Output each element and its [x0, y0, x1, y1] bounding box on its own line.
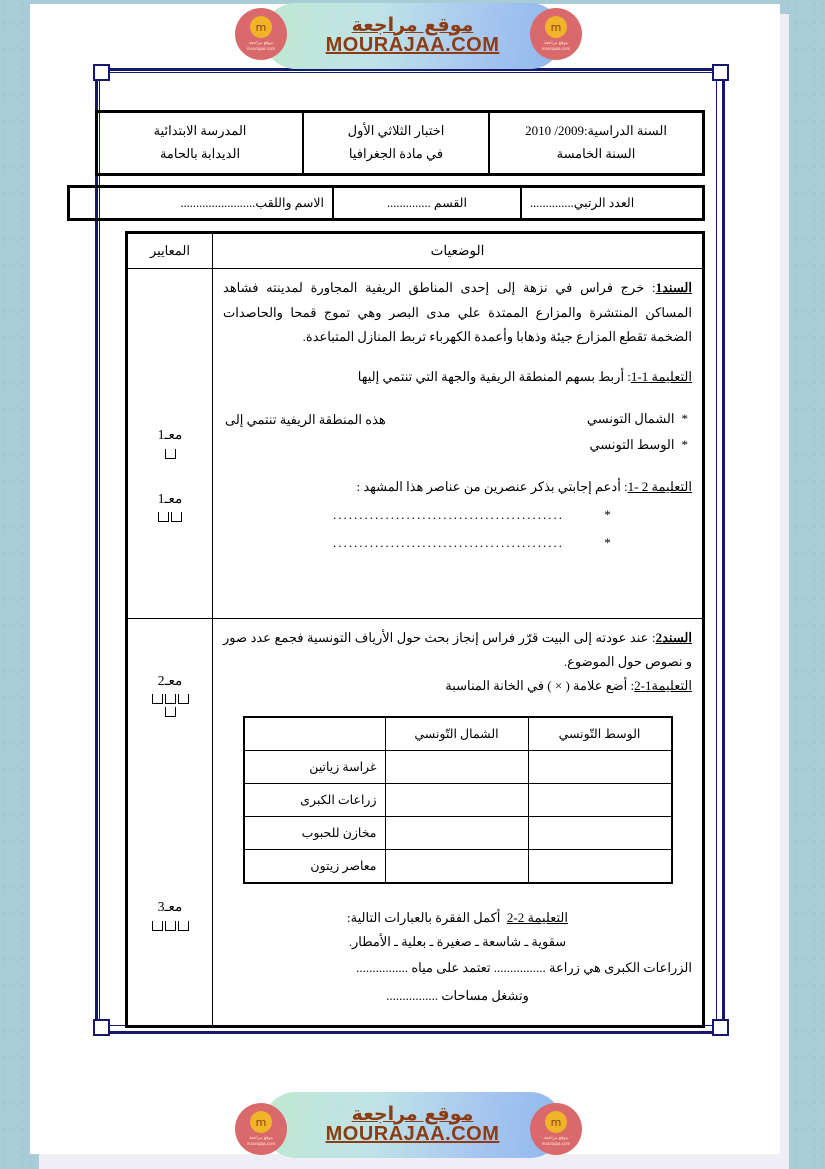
criteria-3-label: معـ3 [157, 899, 183, 915]
answer-blank-2[interactable]: ............................................ [333, 535, 564, 551]
promo-pill [263, 3, 563, 69]
tally-mark [165, 707, 176, 717]
student-name-label: الاسم واللقب [255, 195, 324, 210]
student-info-table [67, 185, 705, 221]
cloze-blank-2[interactable]: ................ [356, 960, 409, 976]
situation-cell-1 [213, 269, 704, 619]
criteria-1b-tally[interactable] [130, 512, 210, 522]
exam-body-table [125, 231, 705, 1028]
instruction-1-2-text: : أدعم إجابتي بذكر عنصرين من عناصر هذا المشهد : [356, 478, 628, 494]
table-row [244, 751, 672, 784]
source2-text: : عند عودته إلى البيت قرّر فراس إنجاز بحث حول الأرياف التونسية فجمع عدد صور و نصوص حول الموضوع. [223, 629, 692, 670]
promo-url-label[interactable]: MOURAJAA.COM [325, 1123, 500, 1146]
cloze-blank-3[interactable]: ................ [386, 987, 439, 1003]
cloze-text-1a: الزراعات الكبرى هي زراعة [549, 960, 692, 976]
grid-checkbox-cell[interactable] [528, 850, 672, 884]
grid-row-label: غراسة زياتين [244, 751, 386, 784]
tally-mark [165, 921, 176, 931]
spacer [223, 459, 692, 475]
checkbox-grid-wrapper [223, 716, 692, 884]
matching-option-2[interactable] [488, 432, 688, 459]
instruction-1-2-label: التعليمة 2 -1 [627, 478, 692, 494]
source2-paragraph [223, 626, 692, 674]
matching-option-2-label: الوسط التونسي [589, 437, 675, 453]
promo-disc-icon: m [250, 16, 272, 38]
bullet-star-icon: * [604, 535, 611, 551]
answer-blank-1[interactable]: ............................................ [333, 506, 564, 522]
cloze-line-1[interactable] [223, 954, 692, 981]
answer-blank-row-2[interactable] [223, 531, 692, 555]
table-header-row [244, 717, 672, 751]
promo-badge-caption: موقع مراجعة mourajaa.com [541, 40, 571, 51]
school-year-line2: السنة الخامسة [556, 145, 636, 161]
tally-mark [178, 921, 189, 931]
criteria-cell-1 [127, 269, 213, 619]
promo-logo-icon-left [235, 1103, 287, 1155]
instruction-2-1-label: التعليمة1-2 [634, 678, 692, 694]
criteria-2-tally-row2[interactable] [130, 707, 210, 717]
frame-corner-icon-bottom-left [93, 1019, 110, 1036]
table-row [69, 186, 704, 219]
grid-checkbox-cell[interactable] [528, 817, 672, 850]
cloze-blank-1[interactable]: ................ [493, 960, 546, 976]
promo-disc-icon: m [545, 1111, 567, 1133]
spacer [223, 1009, 692, 1018]
promo-badge-caption: موقع مراجعة mourajaa.com [246, 1135, 276, 1146]
tally-mark [152, 921, 163, 931]
grid-header-center: الوسط التّونسي [528, 717, 672, 751]
grid-header-north: الشمال التّونسي [385, 717, 528, 751]
criteria-2-label: معـ2 [157, 673, 183, 689]
student-name-cell[interactable] [69, 186, 334, 219]
criteria-spacer [130, 931, 210, 991]
source1-text: : خرج فراس في نزهة إلى إحدى المناطق الريفية المجاورة لمدينته فشاهد المساكن المنتشرة والمزارع الممتدة علي مدى البصر وهي تموج قمحا والحاصدات الضخمة تقطع المزارع جيئة وذهابا وأعمدة الكهرباء تربط المنازل المتباعدة. [223, 280, 692, 344]
criteria-marker-1a [130, 425, 210, 458]
grid-checkbox-cell[interactable] [385, 784, 528, 817]
table-row [127, 269, 704, 619]
table-row [244, 817, 672, 850]
source1-paragraph [223, 276, 692, 348]
table-row [97, 112, 704, 175]
tally-mark [165, 694, 176, 704]
cloze-text-2: وتشغل مساحات [441, 987, 529, 1003]
promo-badge-caption: موقع مراجعة mourajaa.com [541, 1135, 571, 1146]
criteria-spacer [130, 275, 210, 425]
exam-subject-line: في مادة الجغرافيا [348, 145, 444, 161]
student-name-blank[interactable]: ........................ [180, 195, 256, 210]
matching-options [488, 406, 688, 459]
cloze-exercise [223, 954, 692, 1009]
grid-row-label: معاصر زيتون [244, 850, 386, 884]
instruction-2-1-text: : أضع علامة ( × ) في الخانة المناسبة [445, 678, 635, 694]
instruction-1-1-label: التعليمة 1-1 [630, 368, 692, 384]
cloze-line-2[interactable] [223, 982, 692, 1009]
grid-header-blank [244, 717, 386, 751]
criteria-1b-label: معـ1 [157, 490, 183, 506]
criteria-1a-label: معـ1 [157, 427, 183, 443]
exam-document [125, 110, 705, 1028]
matching-exercise [223, 406, 692, 459]
grid-row-label: مخازن للحبوب [244, 817, 386, 850]
promo-pill [263, 1092, 563, 1158]
promo-logo-icon-left [235, 8, 287, 60]
instruction-2-2-label: التعليمة 2-2 [506, 910, 568, 926]
criteria-marker-3 [130, 897, 210, 930]
instruction-1-1-paragraph [223, 365, 692, 389]
criteria-spacer [130, 653, 210, 671]
word-bank: سقوية ـ شاسعة ـ صغيرة ـ بعلية ـ الأمطار. [348, 934, 567, 950]
student-number-blank[interactable]: .............. [530, 195, 574, 210]
promo-arabic-label: موقع مراجعة [351, 1102, 474, 1125]
matching-option-1-label: الشمال التونسي [586, 410, 675, 426]
school-year-cell [489, 112, 704, 175]
bullet-star-icon: * [604, 506, 611, 522]
student-number-label: العدد الرتبي [573, 195, 635, 210]
column-header-criteria: المعايير [127, 232, 213, 269]
exam-title-line1: اختبار الثلاثي الأول [347, 123, 445, 138]
student-number-cell[interactable] [521, 186, 704, 219]
instruction-1-2-paragraph [223, 475, 692, 499]
bullet-star-icon: * [681, 410, 688, 426]
spacer [223, 890, 692, 906]
tally-mark [178, 694, 189, 704]
promo-arabic-label: موقع مراجعة [351, 13, 474, 36]
promo-logo-icon-right [530, 1103, 582, 1155]
bullet-star-icon: * [681, 437, 688, 453]
spacer [223, 349, 692, 365]
source1-label: السند1 [655, 280, 692, 296]
school-year-line1: السنة الدراسية:2009/ 2010 [525, 123, 667, 138]
criteria-2-tally-row1[interactable] [130, 694, 210, 704]
grid-checkbox-cell[interactable] [385, 817, 528, 850]
student-class-label: القسم [433, 195, 467, 210]
promo-disc-icon: m [250, 1111, 272, 1133]
cloze-text-1b: تعتمد على مياه [411, 960, 491, 976]
criteria-1a-tally[interactable] [130, 449, 210, 459]
matching-option-1[interactable] [488, 406, 688, 433]
table-row [244, 784, 672, 817]
table-row [127, 618, 704, 1026]
instruction-1-1-text: : أربط بسهم المنطقة الريفية والجهة التي تنتمي إليها [357, 368, 631, 384]
source2-label: السند2 [655, 629, 692, 645]
grid-checkbox-cell[interactable] [385, 751, 528, 784]
criteria-spacer [130, 717, 210, 897]
school-name-cell [97, 112, 304, 175]
column-header-situations: الوضعيات [213, 232, 704, 269]
region-checkbox-grid [243, 716, 673, 884]
table-row [244, 850, 672, 884]
promo-badge-caption: موقع مراجعة mourajaa.com [246, 40, 276, 51]
answer-blank-row-1[interactable] [223, 503, 692, 527]
exam-title-cell [303, 112, 489, 175]
promo-logo-icon-right [530, 8, 582, 60]
spacer [223, 555, 692, 564]
matching-prompt: هذه المنطقة الريفية تنتمي إلى [225, 411, 386, 427]
situation-cell-2 [213, 618, 704, 1026]
tally-mark [158, 512, 169, 522]
school-name-line1: المدرسة الابتدائية [153, 123, 247, 138]
student-class-blank[interactable]: .............. [387, 195, 431, 210]
grid-row-label: زراعات الكبرى [244, 784, 386, 817]
criteria-spacer [130, 522, 210, 612]
exam-header-table [95, 110, 705, 176]
promo-disc-icon: m [545, 16, 567, 38]
school-name-line2: الديدابة بالحامة [159, 145, 241, 161]
tally-mark [165, 449, 176, 459]
promo-url-label[interactable]: MOURAJAA.COM [325, 34, 500, 57]
instruction-2-2-text: أكمل الفقرة بالعبارات التالية: [347, 910, 501, 926]
promo-banner-top [0, 0, 825, 72]
promo-banner-bottom [0, 1081, 825, 1169]
table-header-row [127, 232, 704, 269]
criteria-spacer [130, 459, 210, 489]
tally-mark [152, 694, 163, 704]
criteria-3-tally[interactable] [130, 921, 210, 931]
instruction-2-1-paragraph [223, 674, 692, 698]
criteria-cell-2 [127, 618, 213, 1026]
frame-corner-icon-bottom-right [712, 1019, 729, 1036]
grid-checkbox-cell[interactable] [528, 751, 672, 784]
criteria-marker-1b [130, 489, 210, 522]
tally-mark [171, 512, 182, 522]
grid-checkbox-cell[interactable] [385, 850, 528, 884]
instruction-2-2-paragraph [223, 906, 692, 930]
student-class-cell[interactable] [333, 186, 521, 219]
grid-checkbox-cell[interactable] [528, 784, 672, 817]
criteria-marker-2 [130, 671, 210, 717]
